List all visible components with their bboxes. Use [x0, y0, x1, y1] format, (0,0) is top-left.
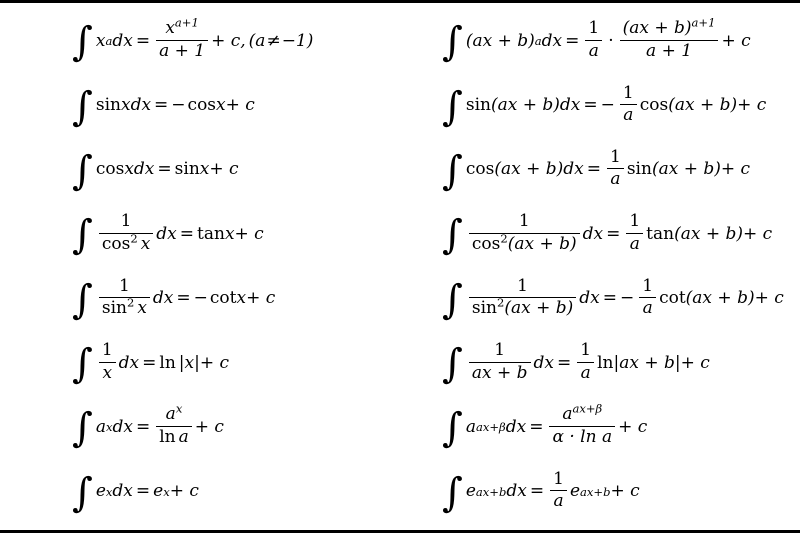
- denominator-function: cos: [101, 233, 131, 254]
- constant-term: + c: [743, 223, 773, 244]
- formula-log-linear: [442, 335, 800, 391]
- constant-term: + c: [618, 416, 648, 437]
- equals-sign: =: [583, 95, 598, 116]
- constant-term: + c: [754, 288, 784, 309]
- denominator-exponent: 2: [126, 295, 135, 310]
- fraction-denominator: [469, 295, 576, 319]
- denominator-argument: (ax + b): [504, 298, 574, 319]
- formula-log: [72, 335, 400, 391]
- integral-icon: ∫: [72, 405, 93, 452]
- fraction-denominator: [156, 428, 192, 448]
- coefficient-numerator: 1: [553, 468, 564, 489]
- rhs-argument: (ax + b): [685, 288, 755, 309]
- constant-term: + c: [720, 159, 751, 180]
- fraction-numerator: 1: [118, 275, 130, 296]
- coefficient-fraction: [550, 470, 567, 512]
- differential: dx: [563, 159, 584, 180]
- integral-icon: ∫: [442, 405, 463, 452]
- integral-icon: ∫: [442, 19, 463, 66]
- differential: dx: [112, 481, 133, 502]
- fraction: [156, 401, 192, 447]
- integrand: x: [95, 30, 106, 51]
- coefficient-numerator: 1: [642, 275, 654, 296]
- rhs-function-name: cot: [659, 288, 686, 309]
- denominator-exponent: 2: [500, 231, 508, 246]
- coefficient-fraction: [620, 84, 637, 126]
- rhs-argument: |x|: [178, 352, 200, 373]
- equals-sign: =: [154, 95, 169, 116]
- rhs-function-name: ln: [159, 352, 176, 373]
- formula-power-rule-linear: ∫ (ax + b) a dx = $\frac{1}{a}$ · $\frac{(ax + b)^{a+1}}{a + 1}$ + c: [442, 15, 751, 66]
- fraction: [469, 341, 531, 383]
- fraction-numerator: [620, 15, 719, 39]
- fraction-denominator: [99, 295, 150, 319]
- integrand: (ax + b): [465, 30, 535, 51]
- integral-icon: ∫: [442, 469, 463, 516]
- integral-icon: ∫: [442, 276, 463, 323]
- coefficient-denominator: a: [553, 491, 564, 512]
- coefficient-denominator: a: [610, 169, 621, 190]
- constant-term: + c: [246, 288, 276, 309]
- integral-icon: ∫: [442, 212, 463, 259]
- equals-sign: =: [586, 159, 601, 180]
- rhs-function-name: ln: [597, 352, 614, 373]
- constant-term: + c: [737, 95, 767, 116]
- numerator-exponent: a+1: [691, 15, 716, 30]
- integrand-base: e: [465, 481, 476, 502]
- formula-sin: [72, 78, 400, 134]
- differential: dx: [112, 416, 133, 437]
- function-name: sin: [95, 95, 121, 116]
- fraction-denominator: ax + b: [471, 362, 528, 383]
- fraction-denominator: α · ln a: [552, 426, 613, 447]
- equals-sign: =: [157, 159, 172, 180]
- denominator-argument: x: [140, 233, 151, 254]
- differential: dx: [156, 223, 177, 244]
- equals-sign: =: [176, 288, 191, 309]
- differential: dx: [533, 352, 554, 373]
- formula-sin-linear: [442, 78, 800, 134]
- coefficient-fraction: [585, 19, 602, 61]
- integral-icon: ∫: [72, 19, 93, 66]
- rhs-function-name: cos: [639, 95, 669, 116]
- constant-term: + c: [225, 95, 255, 116]
- function-name: sin: [465, 95, 491, 116]
- fraction-numerator: 1: [120, 211, 132, 232]
- differential: dx: [582, 223, 604, 244]
- rhs-function-name: tan: [197, 223, 225, 244]
- fraction-numerator: [162, 15, 202, 39]
- integrand-base: a: [465, 416, 476, 437]
- differential: dx: [152, 288, 174, 309]
- fraction: [469, 277, 576, 319]
- constant-term: + c: [610, 481, 640, 502]
- coefficient-denominator: a: [629, 233, 640, 254]
- equals-sign: =: [142, 352, 157, 373]
- fraction-numerator: 1: [518, 211, 530, 232]
- condition-value: −1): [281, 30, 314, 51]
- minus-sign: −: [171, 95, 186, 116]
- coefficient-numerator: 1: [622, 82, 634, 103]
- differential: dx: [118, 352, 140, 373]
- rhs-argument: x: [199, 159, 210, 180]
- rhs-function-name: cos: [187, 95, 217, 116]
- denominator-function: sin: [471, 298, 497, 319]
- rhs-argument: (ax + b): [651, 159, 721, 180]
- formula-sec-squared: [72, 206, 400, 262]
- differential: dx: [133, 159, 155, 180]
- function-argument: (ax + b): [490, 95, 560, 116]
- rhs-base: e: [153, 481, 164, 502]
- coefficient-numerator: 1: [609, 146, 621, 167]
- denominator-function: ln: [159, 426, 176, 447]
- not-equal-icon: ≠: [266, 30, 281, 51]
- equals-sign: =: [602, 288, 617, 309]
- formula-csc-squared: [72, 271, 400, 327]
- fraction: [156, 15, 208, 61]
- equals-sign: =: [135, 416, 151, 437]
- formula-cos-linear: [442, 142, 800, 198]
- rhs-function-name: tan: [646, 223, 675, 244]
- fraction: [99, 212, 153, 254]
- coefficient-denominator: a: [623, 105, 634, 126]
- rhs-argument: x: [236, 288, 247, 309]
- integral-icon: ∫: [72, 341, 93, 388]
- integral-icon: ∫: [72, 83, 93, 130]
- denominator-argument: x: [137, 298, 147, 319]
- formula-csc-squared-linear: [442, 271, 800, 327]
- equals-sign: =: [565, 30, 580, 51]
- constant-term: + c: [199, 352, 230, 373]
- condition-open: (a: [248, 30, 266, 51]
- fraction-denominator: [99, 231, 153, 255]
- numerator-exponent: a+1: [174, 15, 199, 30]
- formula-exponential-e: ∫ e x dx = e x + c: [72, 469, 199, 516]
- rhs-function-name: sin: [174, 159, 200, 180]
- coefficient-denominator: a: [588, 40, 599, 61]
- fraction: [99, 277, 150, 319]
- integral-icon: ∫: [72, 212, 93, 259]
- minus-sign: −: [619, 288, 635, 309]
- differential: dx: [112, 30, 133, 51]
- rhs-function-name: sin: [626, 159, 652, 180]
- fraction: [620, 15, 719, 61]
- differential: dx: [130, 95, 152, 116]
- denominator-exponent: 2: [130, 231, 138, 246]
- rhs-argument: |ax + b|: [613, 352, 681, 373]
- integral-icon: ∫: [442, 83, 463, 130]
- constant-term: + c: [721, 30, 751, 51]
- equals-sign: =: [135, 481, 151, 502]
- numerator-base: a: [562, 404, 573, 425]
- equals-sign: =: [529, 416, 544, 437]
- denominator-argument: a: [178, 426, 189, 447]
- numerator-exponent: x: [175, 401, 183, 416]
- equals-sign: =: [135, 30, 151, 51]
- coefficient-denominator: a: [580, 362, 591, 383]
- function-name: cos: [465, 159, 495, 180]
- coefficient-numerator: 1: [629, 211, 641, 232]
- denominator-exponent: 2: [496, 295, 505, 310]
- fraction: [549, 401, 615, 447]
- coefficient-numerator: 1: [580, 340, 592, 361]
- formula-column-left: [0, 9, 400, 524]
- constant-term: + c: [234, 223, 264, 244]
- constant-term: + c: [194, 416, 224, 437]
- cdot-icon: ·: [608, 30, 614, 51]
- differential: dx: [559, 95, 581, 116]
- minus-sign: −: [600, 95, 615, 116]
- formula-column-right: [400, 9, 800, 524]
- formula-sec-squared-linear: [442, 206, 800, 262]
- function-argument: x: [120, 95, 131, 116]
- rhs-base: e: [569, 481, 580, 502]
- coefficient-fraction: [639, 277, 656, 319]
- coefficient-fraction: [577, 341, 594, 383]
- coefficient-numerator: 1: [588, 18, 600, 39]
- fraction-denominator: x: [102, 362, 113, 383]
- formula-exponential-a: ∫ a x dx = $\frac{a^x}{\text{ln a}}$ + c: [72, 401, 224, 452]
- constant-term: + c,: [211, 30, 246, 51]
- fraction: [99, 341, 116, 383]
- function-name: cos: [95, 159, 125, 180]
- function-argument: (ax + b): [494, 159, 564, 180]
- constant-term: + c: [680, 352, 710, 373]
- coefficient-fraction: [626, 212, 643, 254]
- function-argument: x: [124, 159, 134, 180]
- rhs-argument: x: [216, 95, 226, 116]
- rhs-argument: x: [224, 223, 235, 244]
- constant-term: + c: [209, 159, 239, 180]
- integral-icon: ∫: [72, 276, 93, 323]
- differential: dx: [541, 30, 563, 51]
- fraction-denominator: a + 1: [646, 40, 693, 61]
- fraction-numerator: 1: [517, 275, 528, 296]
- equals-sign: =: [179, 223, 195, 244]
- integrand-base: a: [95, 416, 106, 437]
- formula-exponential-a-linear: ∫ a ax+β dx = $\frac{a^{ax+\beta}}{\text{α · ln a}}$ + c: [442, 401, 648, 452]
- differential: dx: [506, 481, 527, 502]
- equals-sign: =: [529, 481, 545, 502]
- differential: dx: [579, 288, 600, 309]
- fraction-numerator: [559, 401, 605, 425]
- fraction-numerator: [163, 401, 186, 425]
- numerator-base: (ax + b): [622, 18, 692, 39]
- denominator-function: cos: [471, 233, 501, 254]
- fraction-denominator: [469, 231, 580, 255]
- equals-sign: =: [606, 223, 621, 244]
- differential: dx: [505, 416, 527, 437]
- integral-icon: ∫: [72, 469, 93, 516]
- formula-power-rule: ∫ x a dx = $\frac{x^{a+1}}{a + 1}$ + c, (a ≠ −1): [72, 15, 314, 66]
- formula-cos: [72, 142, 400, 198]
- integral-icon: ∫: [72, 147, 93, 194]
- formula-columns: [0, 3, 800, 530]
- fraction-numerator: 1: [494, 340, 506, 361]
- numerator-exponent: ax+β: [572, 401, 603, 416]
- numerator-base: a: [165, 404, 176, 425]
- coefficient-denominator: a: [642, 298, 653, 319]
- formula-exponential-e-linear: ∫ e ax+b dx = $\frac{1}{a}$ e ax+b + c: [442, 468, 640, 516]
- coefficient-fraction: [607, 148, 624, 190]
- rhs-argument: (ax + b): [668, 95, 738, 116]
- minus-sign: −: [193, 288, 208, 309]
- constant-term: + c: [169, 481, 199, 502]
- integral-icon: ∫: [442, 341, 463, 388]
- fraction: [469, 212, 580, 254]
- denominator-argument: (ax + b): [507, 233, 577, 254]
- fraction-numerator: 1: [101, 340, 113, 361]
- numerator-base: x: [165, 18, 175, 39]
- fraction-denominator: a + 1: [159, 40, 206, 61]
- denominator-function: sin: [101, 298, 127, 319]
- rhs-function-name: cot: [209, 288, 237, 309]
- integrand-base: e: [95, 481, 106, 502]
- integral-icon: ∫: [442, 147, 463, 194]
- equals-sign: =: [557, 352, 572, 373]
- rhs-argument: (ax + b): [674, 223, 744, 244]
